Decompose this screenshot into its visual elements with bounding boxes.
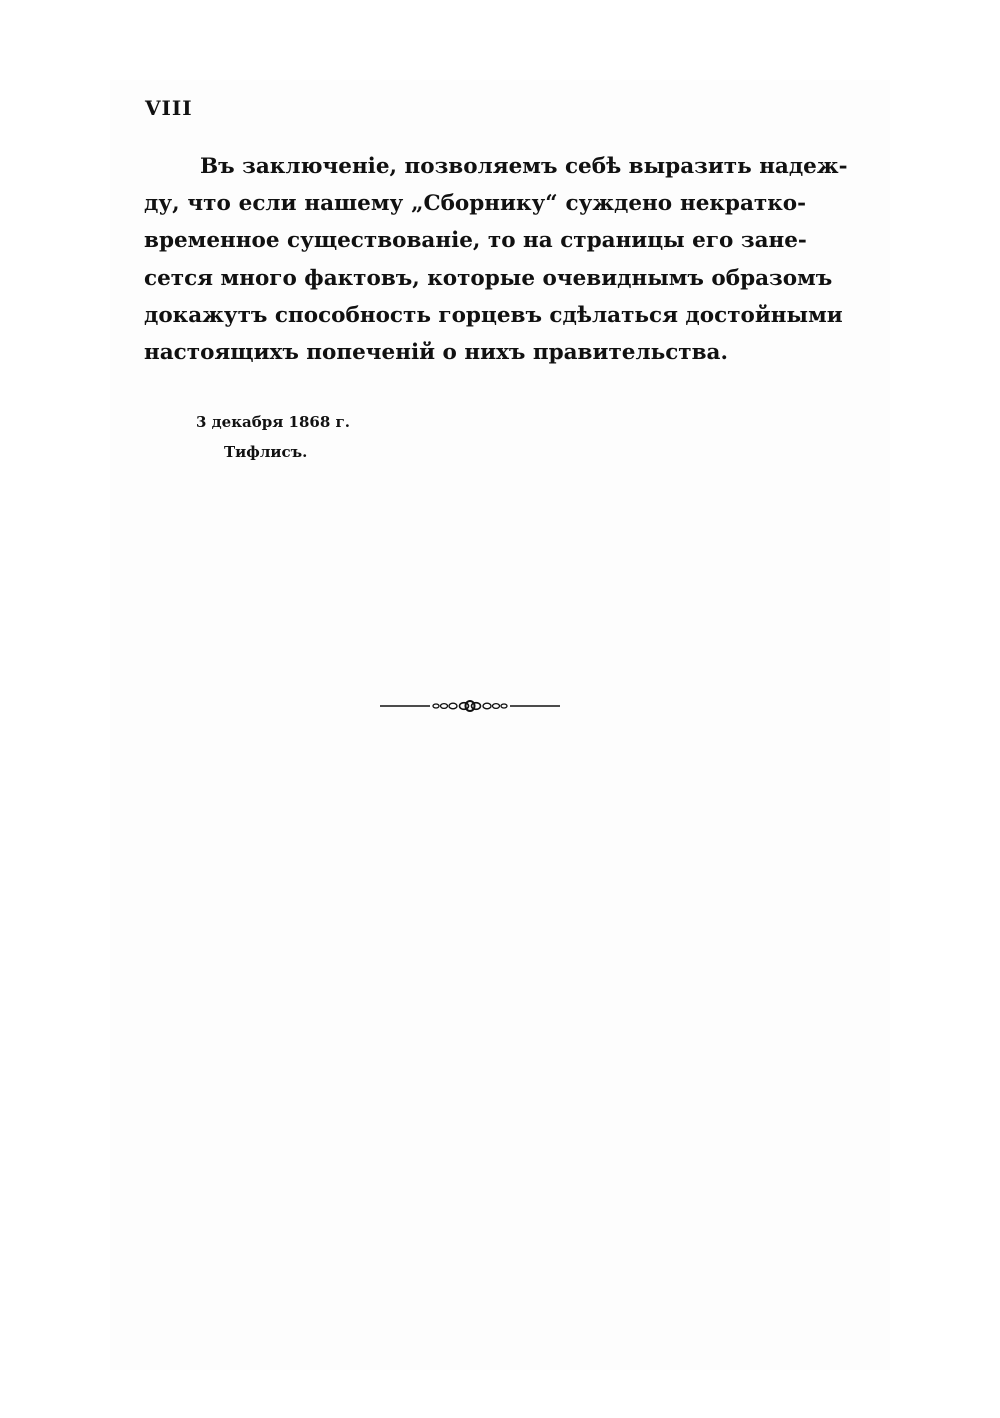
paragraph-line: Въ заключеніе, позволяемъ себѣ выразить надеж- [200,154,848,179]
paragraph-line: докажутъ способность горцевъ сдѣлаться достойными [144,302,843,328]
signature-place: Тифлисъ. [224,443,308,461]
concluding-paragraph [144,148,848,371]
paragraph-line: сется много фактовъ, которые очевиднымъ образомъ [144,265,833,291]
ornament-divider [378,696,562,716]
paragraph-line: настоящихъ попеченій о нихъ правительства. [144,339,728,365]
signature-date: 3 декабря 1868 г. [196,413,350,431]
paragraph-line: временное существованіе, то на страницы его зане- [144,228,807,254]
paragraph-line: ду, что если нашему „Сборнику“ суждено некратко- [144,191,806,217]
page-number: VIII [145,96,193,120]
